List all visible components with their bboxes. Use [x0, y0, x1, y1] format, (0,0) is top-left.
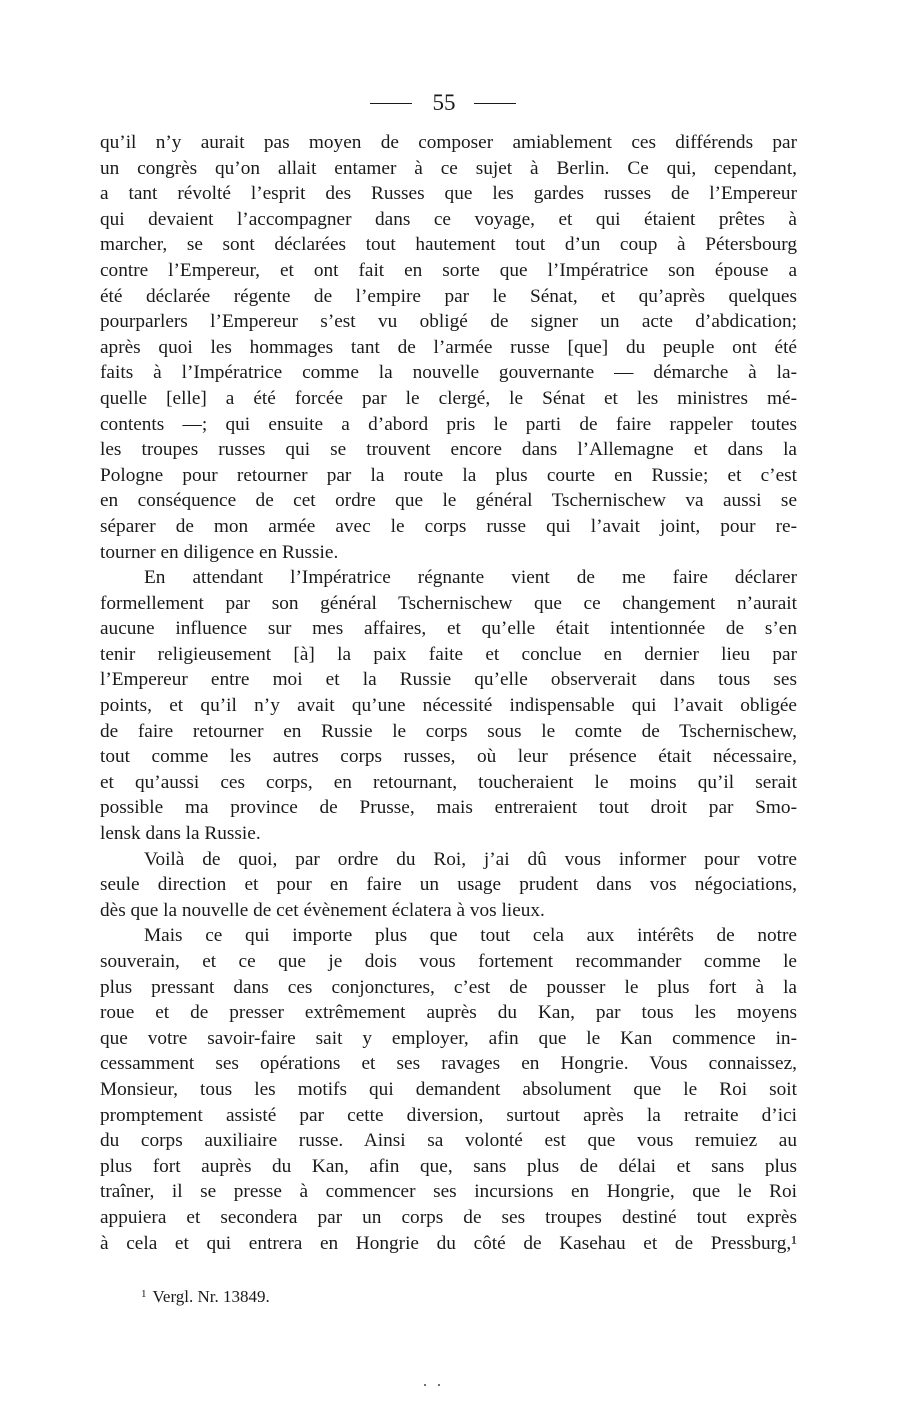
- text-line: les troupes russes qui se trouvent encore dans l’Allemagne et dans la: [100, 439, 797, 461]
- text-line: été déclarée régente de l’empire par le Sénat, et qu’après quelques: [100, 285, 797, 307]
- text-line: lensk dans la Russie.: [100, 823, 261, 845]
- text-line: traîner, il se presse à commencer ses incursions en Hongrie, que le Roi: [100, 1181, 797, 1203]
- text-line: séparer de mon armée avec le corps russe qui l’avait joint, pour re-: [100, 515, 797, 537]
- text-line: marcher, se sont déclarées tout hautement tout d’un coup à Pétersbourg: [100, 234, 797, 256]
- text-line: de faire retourner en Russie le corps sous le comte de Tschernischew,: [100, 720, 797, 742]
- text-line: possible ma province de Prusse, mais entreraient tout droit par Smo-: [100, 797, 797, 819]
- text-line: Monsieur, tous les motifs qui demandent absolument que le Roi soit: [100, 1078, 797, 1100]
- text-line: aucune influence sur mes affaires, et qu’elle était intentionnée de s’en: [100, 618, 797, 640]
- header-rule-right: [474, 103, 516, 104]
- text-line: souverain, et ce que je dois vous fortement recommander comme le: [100, 951, 797, 972]
- text-line: pourparlers l’Empereur s’est vu obligé de signer un acte d’abdication;: [100, 311, 797, 333]
- print-speck: [438, 1384, 440, 1386]
- text-line: promptement assisté par cette diversion, surtout après la retraite d’ici: [100, 1104, 797, 1126]
- text-line: qu’il n’y aurait pas moyen de composer amiablement ces différends par: [100, 132, 797, 153]
- text-line: tenir religieusement [à] la paix faite et conclue en dernier lieu par: [100, 643, 797, 665]
- text-line: plus fort auprès du Kan, afin que, sans plus de délai et sans plus: [100, 1155, 797, 1177]
- text-line: l’Empereur entre moi et la Russie qu’elle observerait dans tous ses: [100, 669, 797, 691]
- text-line: roue et de presser extrêmement auprès du Kan, par tous les moyens: [100, 1002, 797, 1024]
- text-line: que votre savoir-faire sait y employer, afin que le Kan commence in-: [100, 1027, 797, 1049]
- text-line: faits à l’Impératrice comme la nouvelle gouvernante — démarche à la-: [100, 362, 797, 384]
- paragraph-4: [100, 923, 797, 1256]
- paragraph-3: [100, 847, 797, 924]
- footnote-text: Vergl. Nr. 13849.: [152, 1287, 270, 1306]
- paragraph-1: [100, 130, 797, 565]
- text-line: a tant révolté l’esprit des Russes que les gardes russes de l’Empereur: [100, 183, 797, 205]
- text-line: tourner en diligence en Russie.: [100, 541, 339, 563]
- page-header: [0, 86, 900, 120]
- text-line: Voilà de quoi, par ordre du Roi, j’ai dû vous informer pour votre: [144, 848, 797, 870]
- text-line: après quoi les hommages tant de l’armée russe [que] du peuple ont été: [100, 336, 797, 358]
- text-line: seule direction et pour en faire un usage prudent dans vos négociations,: [100, 874, 797, 896]
- text-line: à cela et qui entrera en Hongrie du côté de Kasehau et de Pressburg,¹: [100, 1232, 797, 1254]
- text-line: tout comme les autres corps russes, où leur présence était nécessaire,: [100, 746, 797, 768]
- text-line: contre l’Empereur, et ont fait en sorte que l’Impératrice son épouse a: [100, 259, 797, 281]
- text-line: contents —; qui ensuite a d’abord pris le parti de faire rappeler toutes: [100, 413, 797, 435]
- page-number: 55: [432, 90, 456, 115]
- text-line: points, et qu’il n’y avait qu’une nécessité indispensable qui l’avait obligée: [100, 695, 797, 717]
- text-line: quelle [elle] a été forcée par le clergé, le Sénat et les ministres mé-: [100, 387, 797, 409]
- text-line: appuiera et secondera par un corps de ses troupes destiné tout exprès: [100, 1206, 797, 1228]
- text-line: En attendant l’Impératrice régnante vient de me faire déclarer: [144, 567, 797, 589]
- text-line: formellement par son général Tschernischew que ce changement n’aurait: [100, 592, 797, 614]
- text-line: Mais ce qui importe plus que tout cela aux intérêts de notre: [144, 925, 797, 947]
- footnote: [141, 1282, 270, 1309]
- print-specks: [424, 1384, 454, 1388]
- text-line: et qu’aussi ces corps, en retournant, toucheraient le moins qu’il serait: [100, 771, 797, 793]
- text-line: du corps auxiliaire russe. Ainsi sa volonté est que vous remuiez au: [100, 1130, 797, 1152]
- text-line: cessamment ses opérations et ses ravages en Hongrie. Vous connaissez,: [100, 1053, 797, 1075]
- print-speck: [424, 1384, 426, 1386]
- text-line: dès que la nouvelle de cet évènement éclatera à vos lieux.: [100, 899, 545, 921]
- text-line: en conséquence de cet ordre que le général Tschernischew va aussi se: [100, 490, 797, 512]
- text-line: Pologne pour retourner par la route la plus courte en Russie; et c’est: [100, 464, 797, 486]
- text-line: plus pressant dans ces conjonctures, c’est de pousser le plus fort à la: [100, 976, 797, 998]
- text-line: un congrès qu’on allait entamer à ce sujet à Berlin. Ce qui, cependant,: [100, 157, 797, 179]
- header-rule-left: [370, 103, 412, 104]
- paragraph-2: [100, 565, 797, 847]
- footnote-marker: 1: [141, 1288, 147, 1300]
- text-line: qui devaient l’accompagner dans ce voyage, et qui étaient prêtes à: [100, 208, 797, 230]
- body-text: [100, 130, 797, 1256]
